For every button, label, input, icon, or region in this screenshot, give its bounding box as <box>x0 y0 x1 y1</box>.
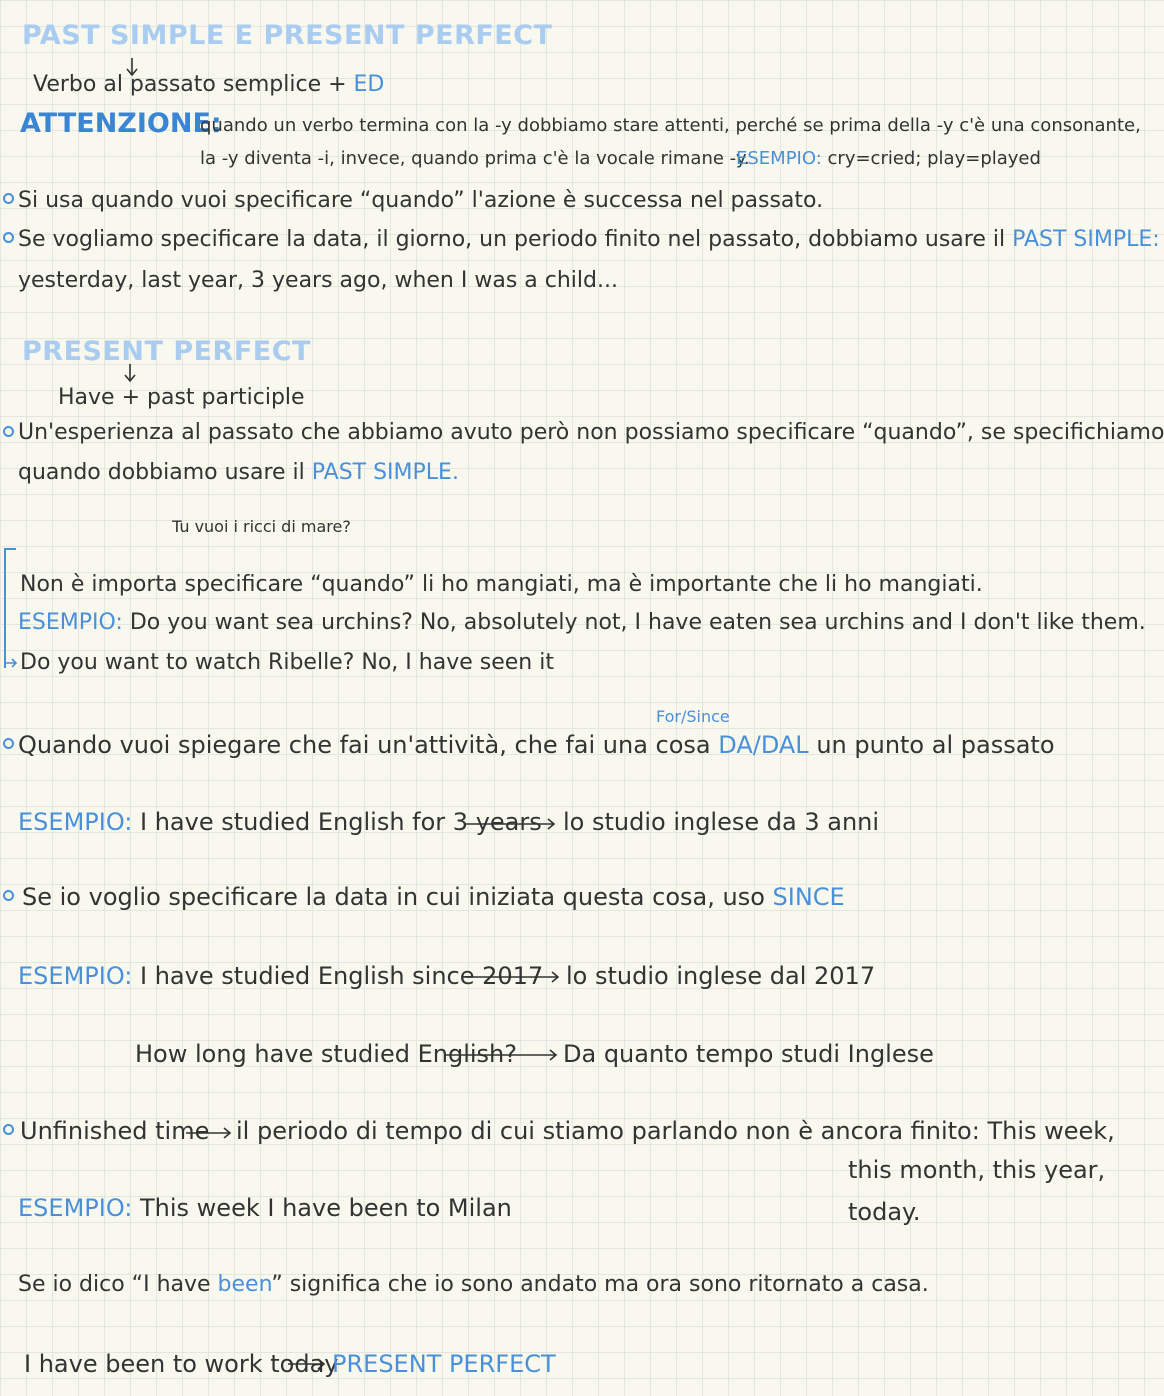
arrow-right-icon <box>466 817 558 831</box>
attention-text-line1: quando un verbo termina con la -y dobbiamo stare attenti, perché se prima della -y c'è una consonante, <box>200 115 1141 136</box>
bullet-icon <box>3 193 14 204</box>
present-perfect-bullet1-line2: quando dobbiamo usare il PAST SIMPLE. <box>18 460 459 485</box>
note-sea-urchins: Tu vuoi i ricci di mare? <box>172 517 351 536</box>
bracket-line3: Do you want to watch Ribelle? No, I have seen it <box>20 650 554 675</box>
example-for: ESEMPIO: I have studied English for 3 years <box>18 808 542 836</box>
bracket-line <box>4 548 16 668</box>
been-explanation: Se io dico “I have been” significa che io sono andato ma ora sono ritornato a casa. <box>18 1272 929 1297</box>
arrow-right-icon <box>466 970 562 984</box>
arrow-right-icon <box>186 1126 234 1140</box>
unfinished-time-text: il periodo di tempo di cui stiamo parlando non è ancora finito: This week, <box>236 1117 1115 1145</box>
final-example: I have been to work today <box>24 1350 339 1378</box>
arrow-down-icon <box>122 362 138 384</box>
arrow-right-icon <box>2 656 18 670</box>
bracket-example: ESEMPIO: Do you want sea urchins? No, absolutely not, I have eaten sea urchins and I don't like them. <box>18 610 1146 635</box>
example-since-translation: lo studio inglese dal 2017 <box>566 962 876 990</box>
example-milan: ESEMPIO: This week I have been to Milan <box>18 1194 512 1222</box>
past-simple-formula: Verbo al passato semplice + ED <box>33 72 385 97</box>
present-perfect-bullet2: Quando vuoi spiegare che fai un'attività, che fai una cosa DA/DAL un punto al passato <box>18 731 1055 759</box>
question-translation: Da quanto tempo studi Inglese <box>563 1040 934 1068</box>
bullet-icon <box>3 232 14 243</box>
arrow-right-icon <box>288 1357 328 1371</box>
for-since-note: For/Since <box>656 707 730 726</box>
final-highlight: PRESENT PERFECT <box>332 1350 556 1378</box>
unfinished-time-cont2: today. <box>848 1198 921 1226</box>
example-for-translation: lo studio inglese da 3 anni <box>563 808 880 836</box>
present-perfect-bullet3: Se io voglio specificare la data in cui iniziata questa cosa, uso SINCE <box>22 883 845 911</box>
bullet-icon <box>3 426 14 437</box>
past-simple-bullet2-line2: yesterday, last year, 3 years ago, when I was a child... <box>18 268 618 293</box>
arrow-right-icon <box>444 1048 560 1062</box>
past-simple-bullet2: Se vogliamo specificare la data, il giorno, un periodo finito nel passato, dobbiamo usare il PAST SIMPLE: <box>18 227 1160 252</box>
unfinished-time-label: Unfinished time <box>20 1117 210 1145</box>
attention-label: ATTENZIONE: <box>20 108 222 139</box>
attention-example: ESEMPIO: cry=cried; play=played <box>736 148 1041 169</box>
present-perfect-bullet1: Un'esperienza al passato che abbiamo avuto però non possiamo specificare “quando”, se specifichiamo <box>18 420 1164 445</box>
section-title-past-simple: PAST SIMPLE E PRESENT PERFECT <box>22 20 553 51</box>
present-perfect-formula: Have + past participle <box>58 385 305 410</box>
bullet-icon <box>3 738 14 749</box>
section-title-present-perfect: PRESENT PERFECT <box>22 336 311 367</box>
bullet-icon <box>3 890 14 901</box>
past-simple-bullet1: Si usa quando vuoi specificare “quando” l'azione è successa nel passato. <box>18 188 824 213</box>
example-since: ESEMPIO: I have studied English since 2017 <box>18 962 544 990</box>
bracket-line1: Non è importa specificare “quando” li ho mangiati, ma è importante che li ho mangiati. <box>20 572 983 597</box>
attention-text-line2: la -y diventa -i, invece, quando prima c'è la vocale rimane -y. <box>200 148 750 169</box>
bullet-icon <box>3 1124 14 1135</box>
unfinished-time-cont1: this month, this year, <box>848 1156 1106 1184</box>
question-how-long: How long have studied English? <box>135 1040 517 1068</box>
